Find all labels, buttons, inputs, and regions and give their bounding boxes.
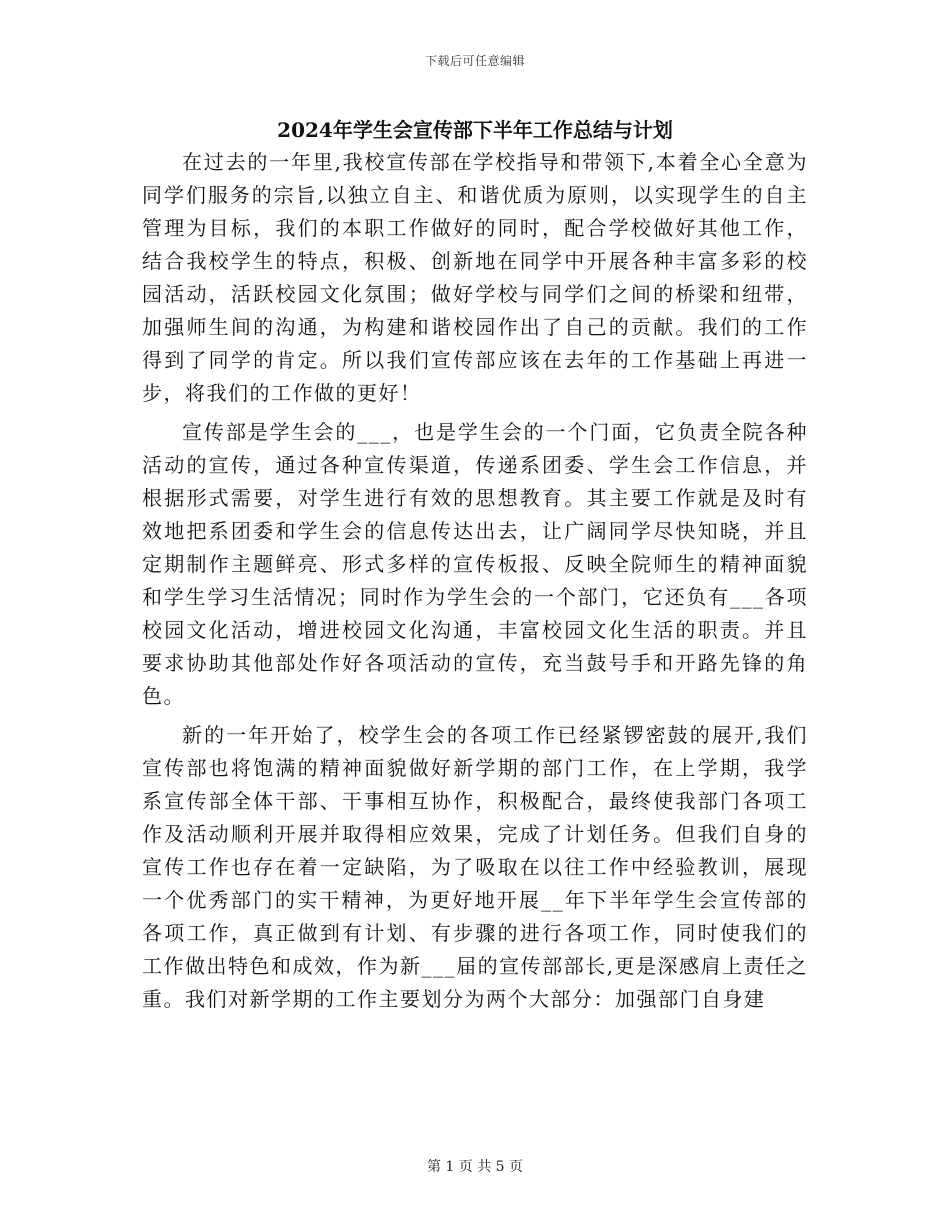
document-body: [142, 146, 808, 1022]
paragraph-1: 在过去的一年里,我校宣传部在学校指导和带领下,本着全心全意为同学们服务的宗旨,以独立自主、和谐优质为原则，以实现学生的自主管理为目标，我们的本职工作做好的同时，配合学校做好其他工作，结合我校学生的特点，积极、创新地在同学中开展各种丰富多彩的校园活动，活跃校园文化氛围；做好学校与同学们之间的桥梁和纽带，加强师生间的沟通，为构建和谐校园作出了自己的贡献。我们的工作得到了同学的肯定。所以我们宣传部应该在去年的工作基础上再进一步，将我们的工作做的更好！: [142, 150, 808, 405]
document-title: 2024年学生会宣传部下半年工作总结与计划: [277, 118, 673, 142]
paragraph-2: 宣传部是学生会的___，也是学生会的一个门面，它负责全院各种活动的宣传，通过各种宣传渠道，传递系团委、学生会工作信息，并根据形式需要，对学生进行有效的思想教育。其主要工作就是及时有效地把系团委和学生会的信息传达出去，让广阔同学尽快知晓，并且定期制作主题鲜亮、形式多样的宣传板报、反映全院师生的精神面貌和学生学习生活情况；同时作为学生会的一个部门，它还负有___各项校园文化活动，增进校园文化沟通，丰富校园文化生活的职责。并且要求协助其他部处作好各项活动的宣传，充当鼓号手和开路先锋的角色。: [142, 420, 808, 708]
header-note: 下载后可任意编辑: [424, 54, 525, 68]
paragraph-3: 新的一年开始了，校学生会的各项工作已经紧锣密鼓的展开,我们宣传部也将饱满的精神面貌做好新学期的部门工作，在上学期，我学系宣传部全体干部、干事相互协作，积极配合，最终使我部门各项工作及活动顺利开展并取得相应效果，完成了计划任务。但我们自身的宣传工作也存在着一定缺陷，为了吸取在以往工作中经验教训，展现一个优秀部门的实干精神，为更好地开展__年下半年学生会宣传部的各项工作，真正做到有计划、有步骤的进行各项工作，同时使我们的工作做出特色和成效，作为新___届的宣传部部长,更是深感肩上责任之重。我们对新学期的工作主要划分为两个大部分：加强部门自身建: [142, 723, 808, 1011]
page-indicator: 第 1 页 共 5 页: [426, 1159, 524, 1175]
